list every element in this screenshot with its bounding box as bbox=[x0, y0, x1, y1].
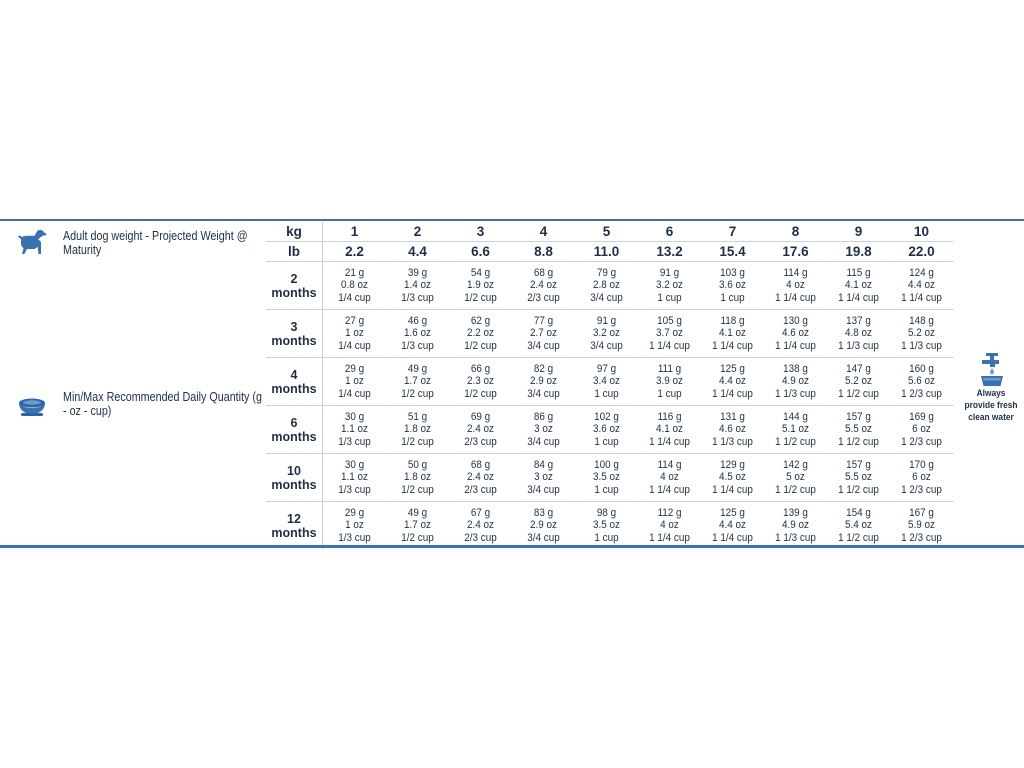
quantity-cell bbox=[575, 502, 638, 550]
quantity-cell bbox=[512, 358, 575, 406]
grams-value: 91 g bbox=[596, 314, 617, 327]
cups-value: 1 1/3 cup bbox=[901, 339, 942, 352]
age-cell bbox=[266, 310, 323, 358]
table-row bbox=[266, 406, 953, 454]
cups-value: 3/4 cup bbox=[527, 435, 560, 448]
lb-value: 11.0 bbox=[593, 244, 620, 259]
grams-value: 51 g bbox=[407, 410, 428, 423]
top-rule bbox=[0, 219, 1024, 221]
ounces-value: 4.9 oz bbox=[782, 375, 809, 388]
quantity-cell bbox=[512, 454, 575, 502]
ounces-value: 2.7 oz bbox=[530, 327, 557, 340]
cups-value: 1 1/3 cup bbox=[712, 435, 753, 448]
quantity-cell bbox=[890, 262, 953, 310]
age-cell bbox=[266, 454, 323, 502]
quantity-cell bbox=[638, 502, 701, 550]
grams-value: 105 g bbox=[657, 314, 682, 327]
quantity-cell bbox=[575, 454, 638, 502]
ounces-value: 3 oz bbox=[534, 423, 553, 436]
age-unit: months bbox=[271, 381, 317, 396]
ounces-value: 1.1 oz bbox=[341, 423, 368, 436]
cups-value: 1 2/3 cup bbox=[901, 387, 942, 400]
lb-header-row bbox=[266, 242, 953, 262]
quantity-cell bbox=[449, 262, 512, 310]
cups-value: 1 2/3 cup bbox=[901, 531, 942, 544]
grams-value: 98 g bbox=[596, 506, 617, 519]
grams-value: 82 g bbox=[533, 362, 554, 375]
cups-value: 1 1/3 cup bbox=[775, 531, 816, 544]
cups-value: 1 2/3 cup bbox=[901, 435, 942, 448]
cups-value: 1 1/2 cup bbox=[775, 435, 816, 448]
grams-value: 116 g bbox=[657, 410, 682, 423]
ounces-value: 4.6 oz bbox=[782, 327, 809, 340]
grams-value: 125 g bbox=[720, 362, 745, 375]
age-unit: months bbox=[271, 477, 317, 492]
kg-value: 9 bbox=[827, 222, 890, 242]
kg-value: 10 bbox=[890, 222, 953, 242]
quantity-cell bbox=[827, 502, 890, 550]
grams-value: 68 g bbox=[470, 458, 491, 471]
cups-value: 1 1/4 cup bbox=[901, 291, 942, 304]
quantity-cell bbox=[575, 262, 638, 310]
grams-value: 79 g bbox=[596, 266, 617, 279]
cups-value: 1/4 cup bbox=[338, 339, 371, 352]
grams-value: 169 g bbox=[909, 410, 934, 423]
ounces-value: 4.4 oz bbox=[908, 279, 935, 292]
quantity-cell bbox=[512, 262, 575, 310]
cups-value: 1/2 cup bbox=[464, 387, 497, 400]
quantity-cell bbox=[827, 262, 890, 310]
quantity-cell bbox=[827, 406, 890, 454]
quantity-cell bbox=[764, 262, 827, 310]
quantity-cell bbox=[449, 406, 512, 454]
kg-label: kg bbox=[266, 222, 323, 242]
grams-value: 115 g bbox=[846, 266, 871, 279]
ounces-value: 6 oz bbox=[912, 423, 931, 436]
quantity-cell bbox=[827, 454, 890, 502]
water-tap-icon bbox=[976, 352, 1008, 388]
quantity-cell bbox=[638, 454, 701, 502]
kg-value: 1 bbox=[323, 222, 387, 242]
grams-value: 157 g bbox=[846, 458, 871, 471]
ounces-value: 1.4 oz bbox=[404, 279, 431, 292]
quantity-cell bbox=[701, 406, 764, 454]
ounces-value: 5.9 oz bbox=[908, 519, 935, 532]
cups-value: 1 cup bbox=[720, 291, 745, 304]
ounces-value: 3.2 oz bbox=[593, 327, 620, 340]
ounces-value: 3.2 oz bbox=[656, 279, 683, 292]
quantity-cell bbox=[386, 502, 449, 550]
grams-value: 83 g bbox=[533, 506, 554, 519]
ounces-value: 5.5 oz bbox=[845, 423, 872, 436]
cups-value: 1 1/4 cup bbox=[649, 435, 690, 448]
quantity-cell bbox=[323, 310, 387, 358]
cups-value: 1 cup bbox=[657, 387, 682, 400]
grams-value: 86 g bbox=[533, 410, 554, 423]
grams-value: 67 g bbox=[470, 506, 491, 519]
kg-value: 4 bbox=[512, 222, 575, 242]
ounces-value: 5 oz bbox=[786, 471, 805, 484]
quantity-cell bbox=[764, 358, 827, 406]
quantity-label: Min/Max Recommended Daily Quantity (g - oz - cup) bbox=[63, 390, 262, 418]
ounces-value: 4.9 oz bbox=[782, 519, 809, 532]
quantity-cell bbox=[764, 406, 827, 454]
kg-value: 6 bbox=[638, 222, 701, 242]
cups-value: 1/2 cup bbox=[401, 531, 434, 544]
ounces-value: 2.9 oz bbox=[530, 519, 557, 532]
cups-value: 1/2 cup bbox=[464, 339, 497, 352]
cups-value: 1 1/2 cup bbox=[838, 483, 879, 496]
grams-value: 29 g bbox=[344, 506, 365, 519]
quantity-cell bbox=[575, 358, 638, 406]
quantity-cell bbox=[323, 502, 387, 550]
kg-value: 7 bbox=[701, 222, 764, 242]
ounces-value: 3.5 oz bbox=[593, 519, 620, 532]
quantity-cell bbox=[638, 358, 701, 406]
table-row bbox=[266, 262, 953, 310]
ounces-value: 2.3 oz bbox=[467, 375, 494, 388]
cups-value: 1/3 cup bbox=[401, 291, 434, 304]
cups-value: 1/4 cup bbox=[338, 387, 371, 400]
quantity-cell bbox=[512, 310, 575, 358]
age-number: 4 bbox=[290, 367, 298, 382]
grams-value: 91 g bbox=[659, 266, 680, 279]
grams-value: 111 g bbox=[657, 362, 682, 375]
grams-value: 39 g bbox=[407, 266, 428, 279]
age-number: 3 bbox=[290, 319, 298, 334]
quantity-cell bbox=[890, 454, 953, 502]
ounces-value: 4 oz bbox=[660, 519, 679, 532]
age-number: 2 bbox=[290, 271, 298, 286]
quantity-cell bbox=[575, 406, 638, 454]
grams-value: 125 g bbox=[720, 506, 745, 519]
quantity-cell bbox=[701, 502, 764, 550]
grams-value: 46 g bbox=[407, 314, 428, 327]
ounces-value: 4.8 oz bbox=[845, 327, 872, 340]
age-number: 6 bbox=[290, 415, 298, 430]
cups-value: 1/3 cup bbox=[338, 531, 371, 544]
ounces-value: 5.2 oz bbox=[908, 327, 935, 340]
cups-value: 1/2 cup bbox=[401, 435, 434, 448]
grams-value: 147 g bbox=[846, 362, 871, 375]
ounces-value: 1.9 oz bbox=[467, 279, 494, 292]
grams-value: 62 g bbox=[470, 314, 491, 327]
ounces-value: 5.5 oz bbox=[845, 471, 872, 484]
ounces-value: 5.2 oz bbox=[845, 375, 872, 388]
grams-value: 130 g bbox=[783, 314, 808, 327]
bottom-rule bbox=[0, 545, 1024, 548]
grams-value: 21 g bbox=[344, 266, 365, 279]
cups-value: 1 1/4 cup bbox=[775, 291, 816, 304]
cups-value: 1/4 cup bbox=[338, 291, 371, 304]
ounces-value: 3.5 oz bbox=[593, 471, 620, 484]
quantity-cell bbox=[449, 502, 512, 550]
cups-value: 1 1/4 cup bbox=[712, 339, 753, 352]
cups-value: 1 1/4 cup bbox=[838, 291, 879, 304]
grams-value: 30 g bbox=[344, 458, 365, 471]
cups-value: 1 1/4 cup bbox=[649, 339, 690, 352]
quantity-cell bbox=[827, 310, 890, 358]
quantity-cell bbox=[764, 502, 827, 550]
age-unit: months bbox=[271, 429, 317, 444]
cups-value: 1 cup bbox=[594, 531, 619, 544]
cups-value: 2/3 cup bbox=[527, 291, 560, 304]
cups-value: 1 cup bbox=[594, 483, 619, 496]
grams-value: 129 g bbox=[720, 458, 745, 471]
ounces-value: 3.6 oz bbox=[593, 423, 620, 436]
grams-value: 77 g bbox=[533, 314, 554, 327]
lb-value: 2.2 bbox=[323, 242, 387, 262]
weight-label: Adult dog weight - Projected Weight @ Maturity bbox=[63, 229, 248, 257]
quantity-cell bbox=[386, 358, 449, 406]
quantity-cell bbox=[449, 454, 512, 502]
ounces-value: 4 oz bbox=[660, 471, 679, 484]
lb-value: 17.6 bbox=[782, 244, 809, 259]
ounces-value: 0.8 oz bbox=[341, 279, 368, 292]
table-row bbox=[266, 502, 953, 550]
age-unit: months bbox=[271, 525, 317, 540]
age-unit: months bbox=[271, 285, 317, 300]
ounces-value: 3 oz bbox=[534, 471, 553, 484]
ounces-value: 4.4 oz bbox=[719, 375, 746, 388]
ounces-value: 5.4 oz bbox=[845, 519, 872, 532]
cups-value: 2/3 cup bbox=[464, 483, 497, 496]
lb-value: 19.8 bbox=[845, 244, 872, 259]
lb-value: 6.6 bbox=[471, 244, 490, 259]
feeding-table bbox=[266, 222, 953, 549]
kg-value: 3 bbox=[449, 222, 512, 242]
grams-value: 138 g bbox=[783, 362, 808, 375]
age-unit: months bbox=[271, 333, 317, 348]
cups-value: 1 cup bbox=[594, 387, 619, 400]
dog-icon bbox=[16, 228, 48, 256]
ounces-value: 4 oz bbox=[786, 279, 805, 292]
kg-value: 2 bbox=[386, 222, 449, 242]
cups-value: 1 cup bbox=[657, 291, 682, 304]
quantity-cell bbox=[764, 454, 827, 502]
quantity-cell bbox=[449, 358, 512, 406]
quantity-cell bbox=[323, 454, 387, 502]
ounces-value: 4.1 oz bbox=[845, 279, 872, 292]
cups-value: 1/2 cup bbox=[464, 291, 497, 304]
cups-value: 2/3 cup bbox=[464, 531, 497, 544]
cups-value: 1 2/3 cup bbox=[901, 483, 942, 496]
grams-value: 144 g bbox=[783, 410, 808, 423]
grams-value: 160 g bbox=[909, 362, 934, 375]
ounces-value: 2.4 oz bbox=[467, 471, 494, 484]
grams-value: 131 g bbox=[720, 410, 745, 423]
food-bowl-icon bbox=[16, 396, 48, 418]
cups-value: 1/2 cup bbox=[401, 387, 434, 400]
quantity-cell bbox=[890, 406, 953, 454]
quantity-cell bbox=[890, 358, 953, 406]
cups-value: 1 1/2 cup bbox=[838, 531, 879, 544]
lb-value: 15.4 bbox=[719, 244, 746, 259]
quantity-cell bbox=[701, 454, 764, 502]
grams-value: 66 g bbox=[470, 362, 491, 375]
ounces-value: 1.7 oz bbox=[404, 519, 431, 532]
grams-value: 170 g bbox=[909, 458, 934, 471]
grams-value: 49 g bbox=[407, 362, 428, 375]
ounces-value: 2.8 oz bbox=[593, 279, 620, 292]
kg-header-row bbox=[266, 222, 953, 242]
ounces-value: 2.4 oz bbox=[530, 279, 557, 292]
quantity-cell bbox=[323, 358, 387, 406]
grams-value: 50 g bbox=[407, 458, 428, 471]
cups-value: 1 1/4 cup bbox=[649, 483, 690, 496]
cups-value: 1 1/4 cup bbox=[712, 387, 753, 400]
grams-value: 29 g bbox=[344, 362, 365, 375]
age-cell bbox=[266, 358, 323, 406]
grams-value: 100 g bbox=[594, 458, 619, 471]
lb-value: 13.2 bbox=[656, 244, 683, 259]
quantity-cell bbox=[638, 262, 701, 310]
ounces-value: 3.6 oz bbox=[719, 279, 746, 292]
cups-value: 1/2 cup bbox=[401, 483, 434, 496]
ounces-value: 1.7 oz bbox=[404, 375, 431, 388]
quantity-cell bbox=[386, 310, 449, 358]
ounces-value: 3.7 oz bbox=[656, 327, 683, 340]
ounces-value: 1 oz bbox=[345, 519, 364, 532]
kg-value: 8 bbox=[764, 222, 827, 242]
cups-value: 1 1/4 cup bbox=[775, 339, 816, 352]
grams-value: 68 g bbox=[533, 266, 554, 279]
grams-value: 148 g bbox=[909, 314, 934, 327]
ounces-value: 1.1 oz bbox=[341, 471, 368, 484]
cups-value: 3/4 cup bbox=[527, 387, 560, 400]
grams-value: 142 g bbox=[783, 458, 808, 471]
quantity-cell bbox=[638, 310, 701, 358]
cups-value: 1 1/2 cup bbox=[775, 483, 816, 496]
cups-value: 1 1/4 cup bbox=[649, 531, 690, 544]
grams-value: 112 g bbox=[657, 506, 682, 519]
cups-value: 1 1/3 cup bbox=[775, 387, 816, 400]
quantity-cell bbox=[827, 358, 890, 406]
quantity-cell bbox=[386, 262, 449, 310]
ounces-value: 2.2 oz bbox=[467, 327, 494, 340]
ounces-value: 4.1 oz bbox=[656, 423, 683, 436]
ounces-value: 4.1 oz bbox=[719, 327, 746, 340]
grams-value: 167 g bbox=[909, 506, 934, 519]
lb-value: 8.8 bbox=[534, 244, 553, 259]
ounces-value: 3.4 oz bbox=[593, 375, 620, 388]
cups-value: 3/4 cup bbox=[590, 291, 623, 304]
ounces-value: 1.8 oz bbox=[404, 471, 431, 484]
ounces-value: 2.4 oz bbox=[467, 519, 494, 532]
table-row bbox=[266, 454, 953, 502]
quantity-cell bbox=[890, 502, 953, 550]
ounces-value: 6 oz bbox=[912, 471, 931, 484]
cups-value: 2/3 cup bbox=[464, 435, 497, 448]
cups-value: 1 1/3 cup bbox=[838, 339, 879, 352]
lb-label: lb bbox=[288, 244, 300, 259]
age-number: 12 bbox=[287, 511, 301, 526]
cups-value: 3/4 cup bbox=[590, 339, 623, 352]
ounces-value: 1.8 oz bbox=[404, 423, 431, 436]
grams-value: 154 g bbox=[846, 506, 871, 519]
quantity-cell bbox=[449, 310, 512, 358]
cups-value: 1 1/2 cup bbox=[838, 435, 879, 448]
ounces-value: 2.4 oz bbox=[467, 423, 494, 436]
grams-value: 49 g bbox=[407, 506, 428, 519]
quantity-cell bbox=[701, 310, 764, 358]
quantity-cell bbox=[512, 502, 575, 550]
ounces-value: 1.6 oz bbox=[404, 327, 431, 340]
age-number: 10 bbox=[287, 463, 301, 478]
ounces-value: 1 oz bbox=[345, 327, 364, 340]
grams-value: 139 g bbox=[783, 506, 808, 519]
table-row bbox=[266, 310, 953, 358]
quantity-cell bbox=[638, 406, 701, 454]
ounces-value: 4.6 oz bbox=[719, 423, 746, 436]
ounces-value: 5.1 oz bbox=[782, 423, 809, 436]
quantity-cell bbox=[323, 406, 387, 454]
table-body bbox=[266, 262, 953, 550]
grams-value: 97 g bbox=[596, 362, 617, 375]
cups-value: 1/3 cup bbox=[401, 339, 434, 352]
cups-value: 1/3 cup bbox=[338, 483, 371, 496]
ounces-value: 2.9 oz bbox=[530, 375, 557, 388]
grams-value: 114 g bbox=[657, 458, 682, 471]
kg-value: 5 bbox=[575, 222, 638, 242]
ounces-value: 1 oz bbox=[345, 375, 364, 388]
grams-value: 69 g bbox=[470, 410, 491, 423]
grams-value: 137 g bbox=[846, 314, 871, 327]
cups-value: 3/4 cup bbox=[527, 531, 560, 544]
cups-value: 1 cup bbox=[594, 435, 619, 448]
grams-value: 118 g bbox=[720, 314, 745, 327]
cups-value: 1 1/2 cup bbox=[838, 387, 879, 400]
grams-value: 84 g bbox=[533, 458, 554, 471]
quantity-cell bbox=[512, 406, 575, 454]
grams-value: 30 g bbox=[344, 410, 365, 423]
cups-value: 3/4 cup bbox=[527, 483, 560, 496]
cups-value: 1 1/4 cup bbox=[712, 483, 753, 496]
age-cell bbox=[266, 406, 323, 454]
quantity-cell bbox=[386, 454, 449, 502]
age-cell bbox=[266, 502, 323, 550]
quantity-cell bbox=[323, 262, 387, 310]
grams-value: 103 g bbox=[720, 266, 745, 279]
cups-value: 1/3 cup bbox=[338, 435, 371, 448]
ounces-value: 4.5 oz bbox=[719, 471, 746, 484]
quantity-cell bbox=[764, 310, 827, 358]
ounces-value: 3.9 oz bbox=[656, 375, 683, 388]
quantity-cell bbox=[890, 310, 953, 358]
lb-value: 22.0 bbox=[908, 244, 935, 259]
quantity-cell bbox=[701, 358, 764, 406]
grams-value: 102 g bbox=[594, 410, 619, 423]
ounces-value: 4.4 oz bbox=[719, 519, 746, 532]
grams-value: 27 g bbox=[344, 314, 365, 327]
table-row bbox=[266, 358, 953, 406]
water-note: Always provide fresh clean water bbox=[964, 388, 1018, 423]
cups-value: 1 1/4 cup bbox=[712, 531, 753, 544]
quantity-cell bbox=[575, 310, 638, 358]
cups-value: 3/4 cup bbox=[527, 339, 560, 352]
grams-value: 157 g bbox=[846, 410, 871, 423]
age-cell bbox=[266, 262, 323, 310]
grams-value: 114 g bbox=[783, 266, 808, 279]
lb-value: 4.4 bbox=[408, 244, 427, 259]
grams-value: 124 g bbox=[909, 266, 934, 279]
ounces-value: 5.6 oz bbox=[908, 375, 935, 388]
quantity-cell bbox=[386, 406, 449, 454]
quantity-cell bbox=[701, 262, 764, 310]
grams-value: 54 g bbox=[470, 266, 491, 279]
